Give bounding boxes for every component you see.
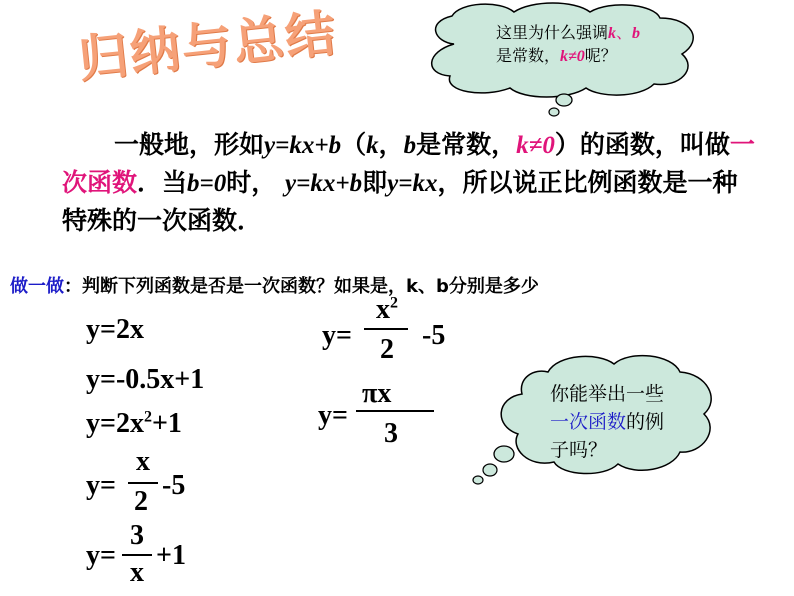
function-2: y=-0.5x+1	[86, 364, 205, 395]
function-5-suffix: +1	[156, 540, 186, 571]
function-1: y=2x	[86, 314, 144, 345]
definition-paragraph: 一般地，形如y=kx+b（k，b是常数，k≠0）的函数，叫做一次函数．当b=0时， y=kx+b即y=kx，所以说正比例函数是一种特殊的一次函数．	[62, 130, 755, 235]
function-5-denominator: x	[130, 557, 144, 588]
cloud-top-text	[496, 22, 640, 68]
function-4-fraction-bar	[128, 482, 158, 484]
function-4-numerator: x	[136, 446, 150, 477]
cloud-right-line2: 一次函数的例	[550, 411, 665, 433]
function-4-suffix: -5	[162, 470, 186, 501]
function-7-fraction-bar	[356, 410, 434, 412]
function-6-denominator: 2	[380, 334, 394, 365]
function-7-denominator: 3	[384, 418, 398, 449]
function-6-numerator: $x^2$	[376, 294, 398, 325]
function-6-fraction-bar	[364, 328, 408, 330]
function-5-numerator: 3	[130, 520, 144, 551]
term-linear-function: 一次函数	[62, 130, 755, 197]
cloud-right-text	[550, 380, 664, 464]
cloud-top-line1: 这里为什么强调k、b	[496, 23, 641, 42]
function-4-denominator: 2	[134, 486, 148, 517]
cloud-top-line2: 是常数，k≠0呢？	[496, 46, 617, 65]
function-3: $y=2x^2+1$	[86, 408, 182, 439]
function-4-prefix: y=	[86, 470, 116, 501]
function-7-numerator: πx	[362, 378, 392, 409]
function-5-fraction-bar	[122, 554, 152, 556]
function-7-prefix: y=	[318, 400, 348, 431]
exercise-prompt: 做一做：判断下列函数是否是一次函数？如果是，k、b分别是多少	[10, 276, 539, 297]
function-6-prefix: y=	[322, 320, 352, 351]
function-5-prefix: y=	[86, 540, 116, 571]
cloud-right-line3: 子吗？	[550, 439, 608, 461]
exercise-label: 做一做	[10, 276, 64, 297]
function-6-suffix: -5	[422, 320, 446, 351]
cloud-right-line1: 你能举出一些	[550, 383, 665, 405]
slide-title: 归纳与总结	[75, 3, 341, 89]
